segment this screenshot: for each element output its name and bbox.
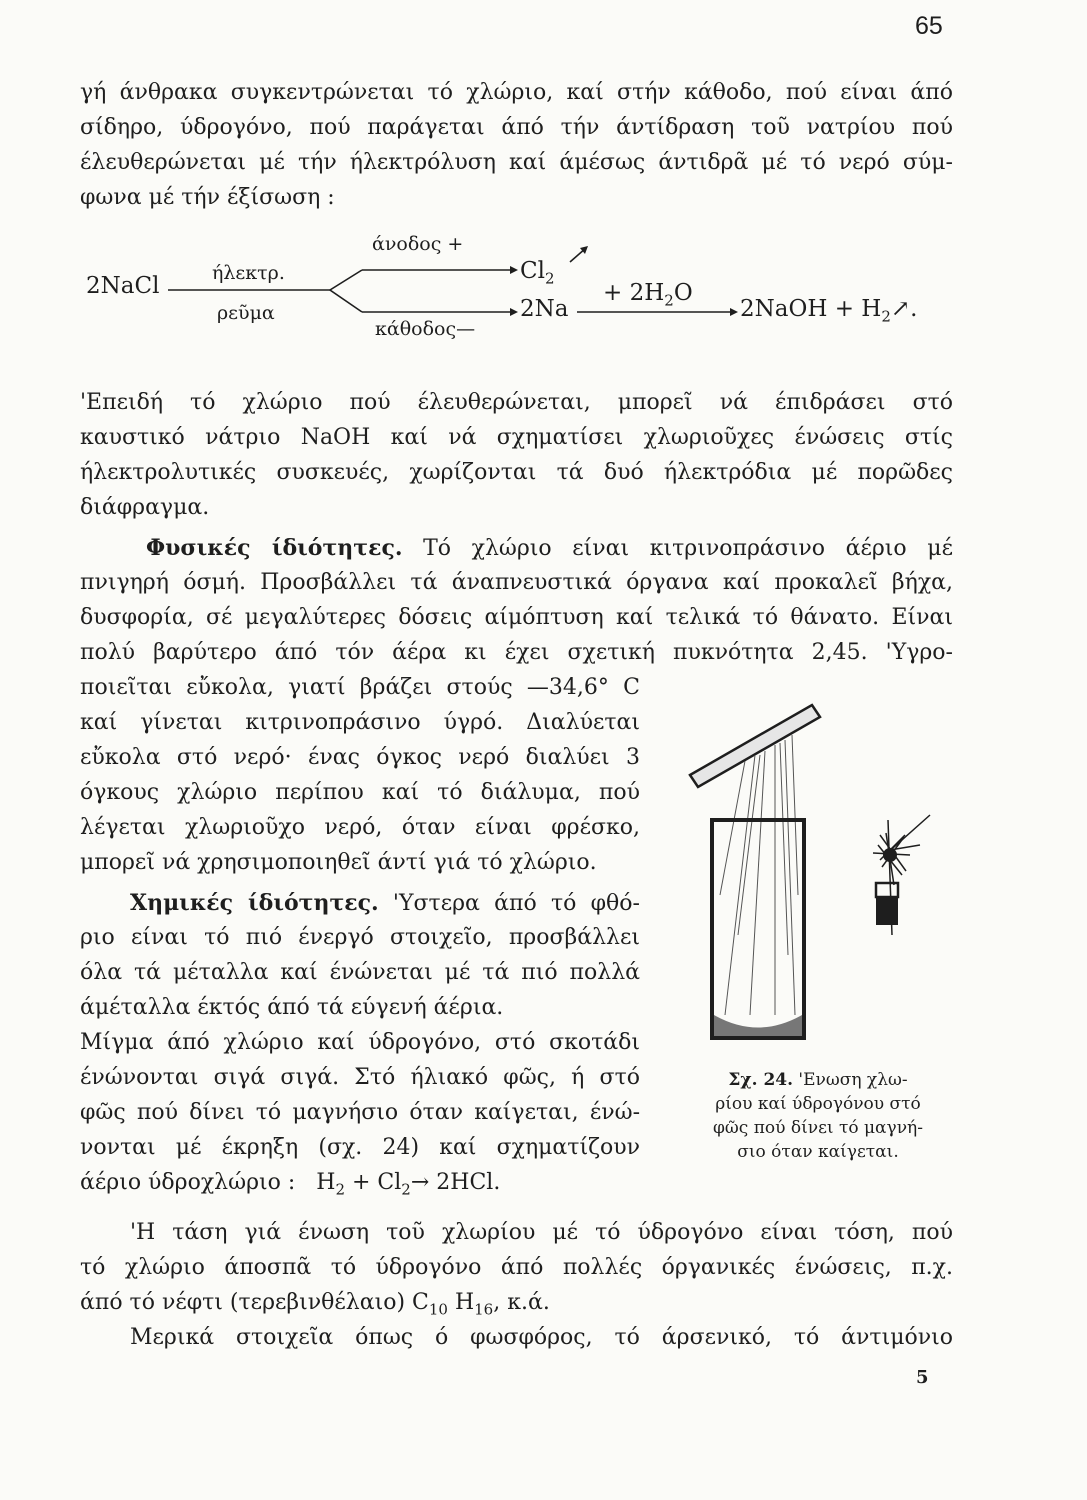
text-line: μπορεῖ νά χρησιμοποιηθεῖ άντί γιά τό χλώριο.: [80, 850, 597, 875]
text-line: άπό τό νέφτι (τερεβινθέλαιο) $C_{10}$ $H_{16}$, κ.ά.: [80, 1290, 550, 1319]
text-line: καί γίνεται κιτρινοπράσινο ύγρό. Διαλύεται: [80, 710, 640, 735]
text-line: ριο είναι τό πιό ένεργό στοιχεῖο, προσβάλλει: [80, 925, 640, 950]
text-line: δυσφορία, σέ μεγαλύτερες δόσεις αίμόπτυση καί τελικά τό θάνατο. Είναι: [80, 605, 953, 630]
text-line: σίδηρο, ύδρογόνο, πού παράγεται άπό τήν άντίδραση τοῦ νατρίου πού: [80, 115, 953, 140]
figure-24-illustration: [680, 695, 950, 1055]
text-line: όλα τά μέταλλα καί ένώνεται μέ τά πιό πολλά: [80, 960, 640, 985]
hcl-equation-line: άέριο ύδροχλώριο : $H_2 + Cl_2\to 2HCl$.: [80, 1170, 501, 1199]
text-line: ποιεῖται εὔκολα, γιατί βράζει στούς —34,6° C: [80, 675, 640, 700]
cathode-label: κάθοδος—: [375, 318, 476, 340]
page-number: 65: [915, 12, 943, 40]
figure-label: Σχ. 24.: [728, 1070, 794, 1090]
text-line: Μίγμα άπό χλώριο καί ύδρογόνο, στό σκοτάδι: [80, 1030, 640, 1055]
arrow-top-label: ήλεκτρ.: [212, 262, 285, 284]
final-products: 2NaOH + $H_2↗$.: [740, 296, 918, 326]
text-line: τό χλώριο άποσπᾶ τό ύδρογόνο άπό πολλές όργανικές ένώσεις, π.χ.: [80, 1255, 953, 1280]
text-line: γή άνθρακα συγκεντρώνεται τό χλώριο, καί στήν κάθοδο, πού είναι άπό: [80, 80, 953, 105]
text-line: όγκους χλώριο περίπου καί τό διάλυμα, πού: [80, 780, 640, 805]
text-line: 'Επειδή τό χλώριο πού έλευθερώνεται, μπορεῖ νά έπιδράσει στό: [80, 390, 953, 415]
equation-arrows: [0, 0, 1087, 360]
text-line: καυστικό νάτριο NaOH καί νά σχηματίσει χλωριοῦχες ένώσεις στίς: [80, 425, 953, 450]
text-line: Μερικά στοιχεῖα όπως ό φωσφόρος, τό άρσενικό, τό άντιμόνιο: [130, 1325, 953, 1350]
text-line: φωνα μέ τήν έξίσωση :: [80, 185, 335, 210]
text-line: Φυσικές ίδιότητες. Τό χλώριο είναι κιτρινοπράσινο άέριο μέ: [80, 533, 953, 564]
reactant: 2NaCl: [86, 273, 160, 299]
text-line: έλευθερώνεται μέ τήν ήλεκτρόλυση καί άμέσως άντιδρᾶ μέ τό νερό σύμ-: [80, 150, 953, 175]
text-line: νονται μέ έκρηξη (σχ. 24) καί σχηματίζουν: [80, 1135, 640, 1160]
text-line: λέγεται χλωριοῦχο νερό, όταν είναι φρέσκο,: [80, 815, 640, 840]
chlorine-product: $Cl_2$: [520, 258, 555, 288]
water-reagent: + $2H_2O$: [603, 280, 693, 310]
text-line: ήλεκτρολυτικές συσκευές, χωρίζονται τά δυό ήλεκτρόδια μέ πορῶδες: [80, 460, 953, 485]
chemical-heading: Χημικές ίδιότητες.: [130, 890, 379, 916]
figure-24: [680, 695, 950, 1059]
text-line: πνιγηρή όσμή. Προσβάλλει τά άναπνευστικά όργανα καί προκαλεῖ βήχα,: [80, 570, 953, 595]
text-line: πολύ βαρύτερο άπό τόν άέρα κι έχει σχετική πυκνότητα 2,45. 'Υγρο-: [80, 640, 953, 665]
text-line: διάφραγμα.: [80, 495, 210, 520]
text-line: Χημικές ίδιότητες. 'Υστερα άπό τό φθό-: [80, 888, 640, 919]
text-line: άμέταλλα έκτός άπό τά εύγενή άέρια.: [80, 995, 504, 1020]
sodium-product: 2Na: [520, 296, 569, 322]
figure-24-caption: Σχ. 24. 'Ενωση χλω- ρίου καί ύδρογόνου στό φῶς πού δίνει τό μαγνή- σιο όταν καίγεται.: [713, 1070, 923, 1162]
anode-label: άνοδος +: [372, 233, 464, 255]
text-line: ένώνονται σιγά σιγά. Στό ήλιακό φῶς, ή στό: [80, 1065, 640, 1090]
text-line: 'Η τάση γιά ένωση τοῦ χλωρίου μέ τό ύδρογόνο είναι τόση, πού: [130, 1220, 953, 1245]
printer-signature-mark: 5: [916, 1367, 929, 1388]
text-line: εὔκολα στό νερό· ένας όγκος νερό διαλύει 3: [80, 745, 640, 770]
arrow-bottom-label: ρεῦμα: [217, 302, 275, 324]
physical-heading: Φυσικές ίδιότητες.: [146, 535, 403, 561]
text-line: φῶς πού δίνει τό μαγνήσιο όταν καίγεται, ένώ-: [80, 1100, 640, 1125]
